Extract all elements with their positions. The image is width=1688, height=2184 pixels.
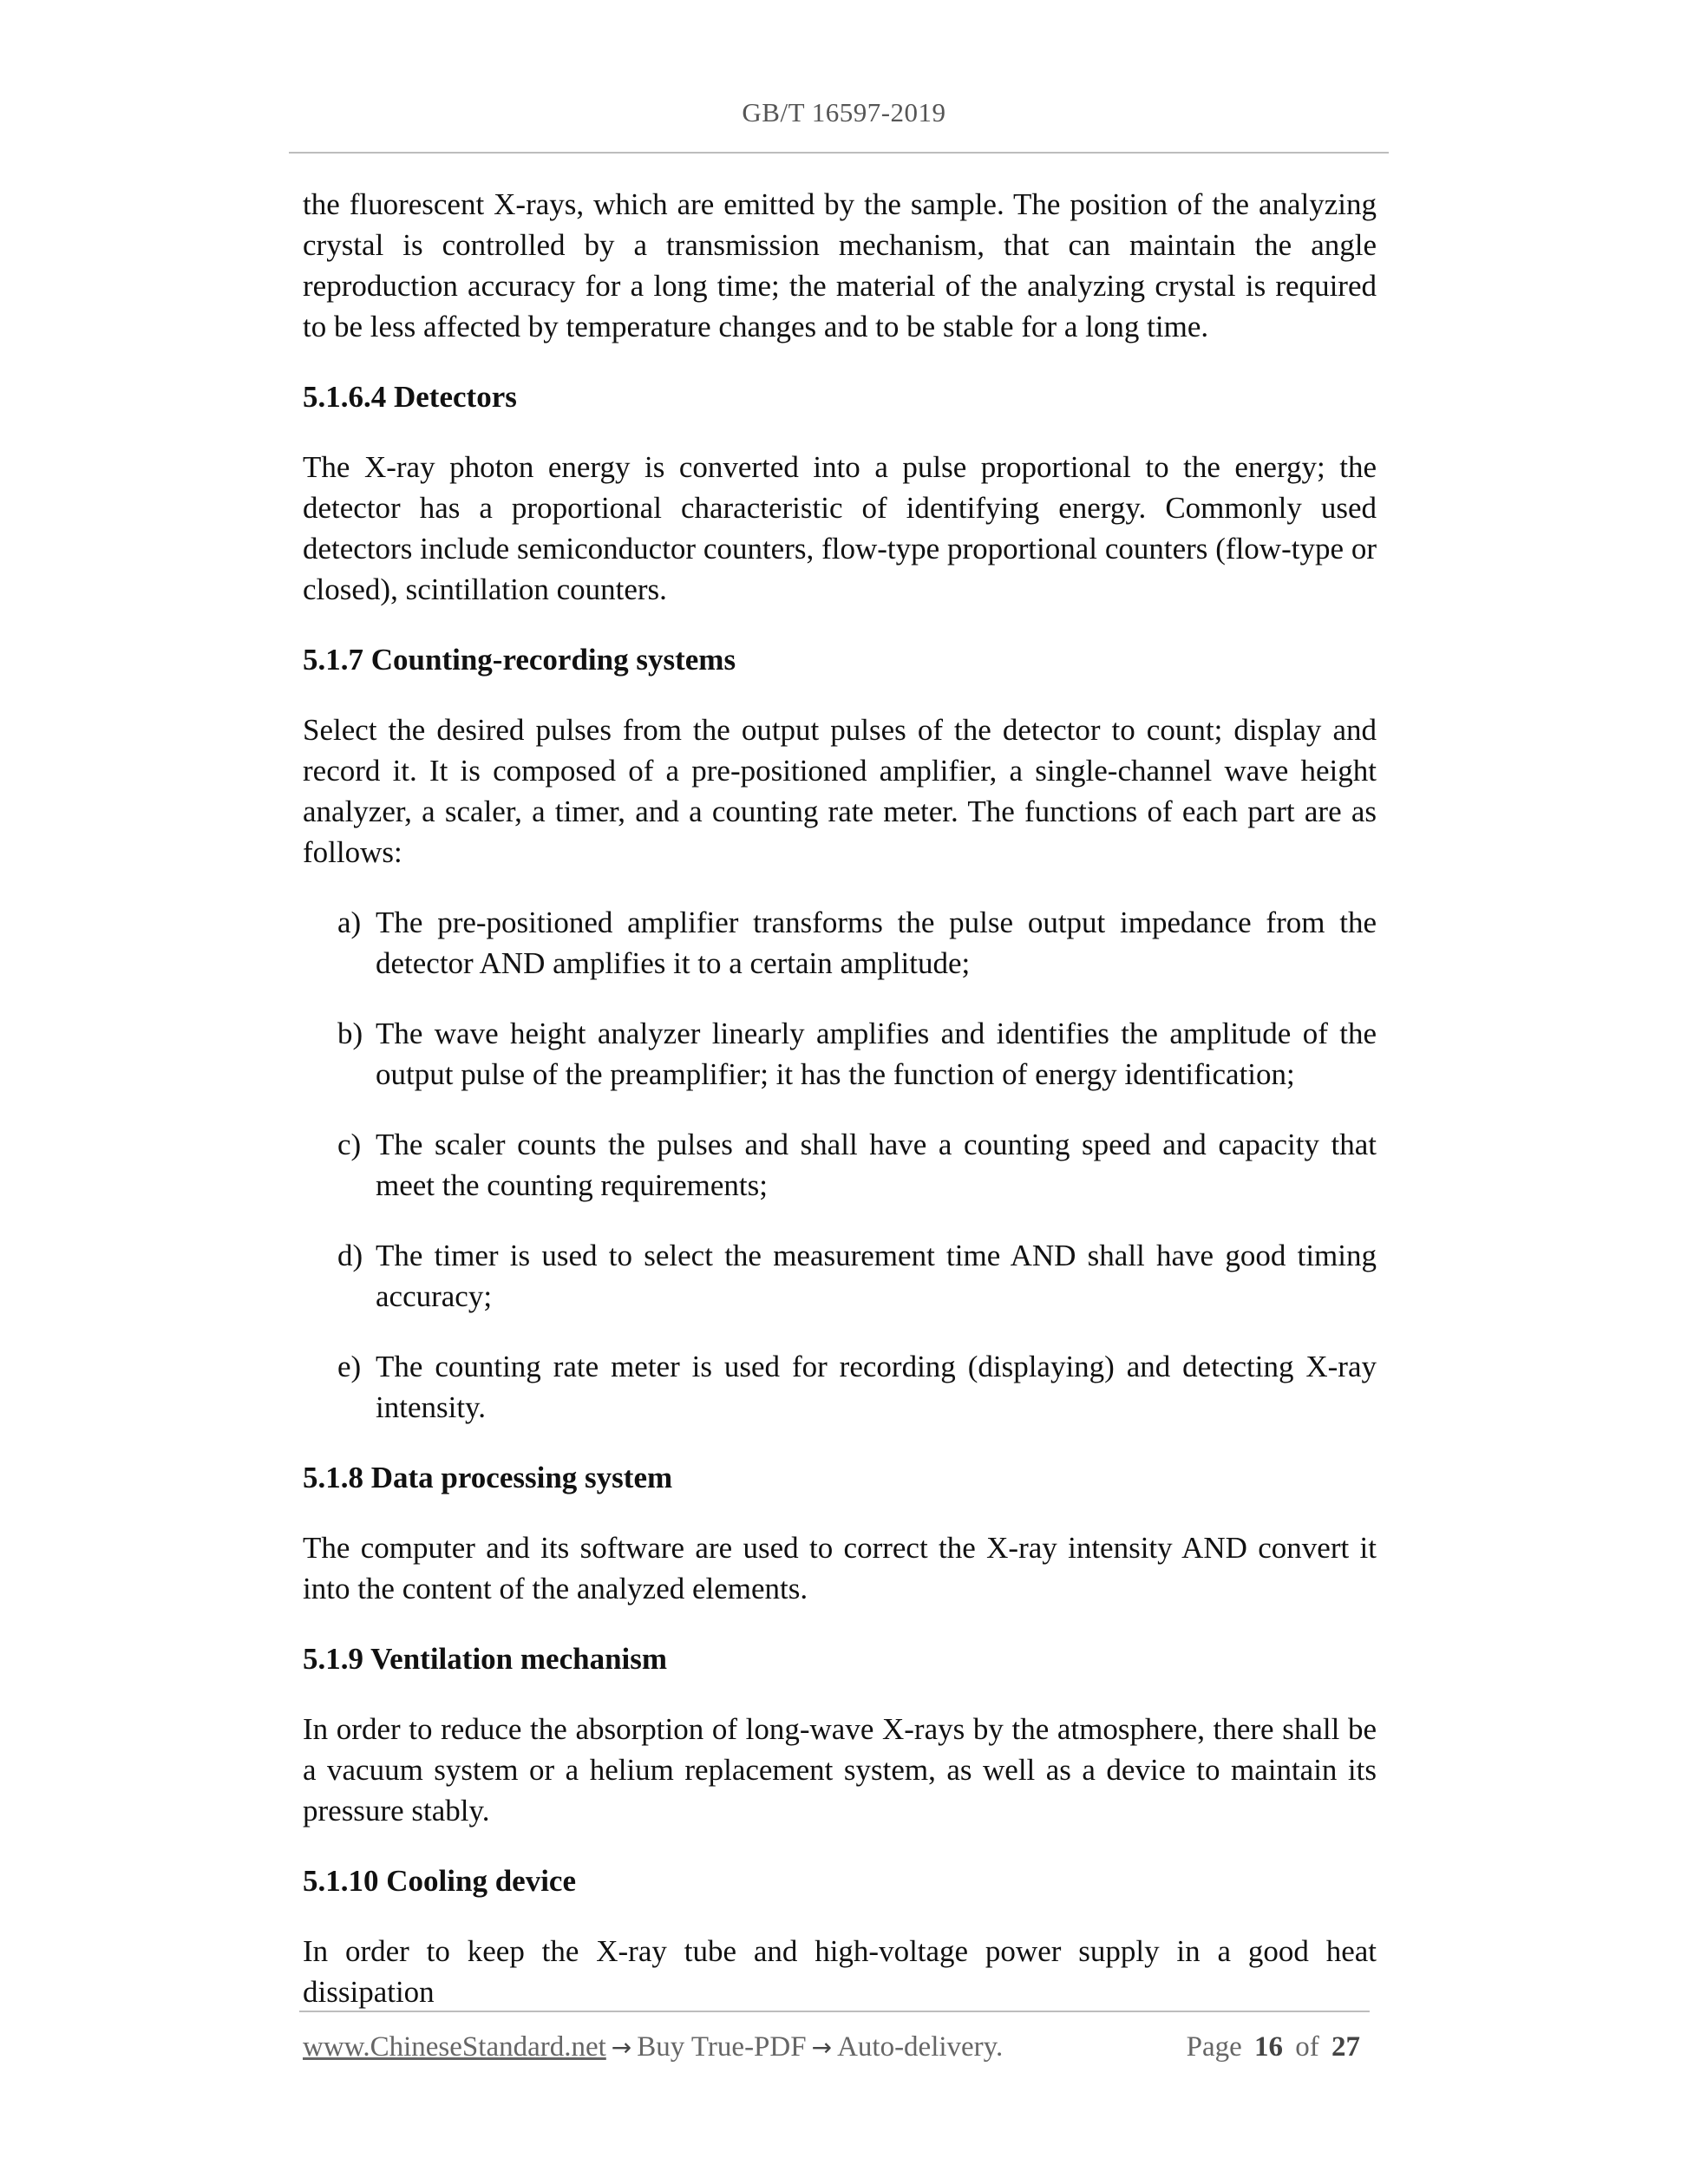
heading-5-1-8: 5.1.8 Data processing system xyxy=(303,1461,673,1494)
page-of-label: of xyxy=(1295,2031,1319,2063)
list-marker: d) xyxy=(337,1239,363,1272)
list-marker: e) xyxy=(337,1350,362,1383)
heading-5-1-9: 5.1.9 Ventilation mechanism xyxy=(303,1642,668,1676)
paragraph-counting-recording: Select the desired pulses from the output pulses of the detector to count; display and record it. It is composed of a pre-positioned amplifier, a single-channel wave height analyzer, a scaler, a timer, and a counting rate meter. The functions of each part are as follows: xyxy=(303,713,1377,869)
list-text: The scaler counts the pulses and shall have a counting speed and capacity that meet the counting requirements; xyxy=(376,1128,1377,1202)
paragraph-data-processing: The computer and its software are used to correct the X-ray intensity AND convert it into the content of the analyzed elements. xyxy=(303,1531,1377,1605)
page-label: Page xyxy=(1186,2031,1242,2063)
list-item-c xyxy=(303,1124,1377,1206)
arrow-right-icon: → xyxy=(611,2033,632,2062)
current-page-number: 16 xyxy=(1254,2031,1283,2063)
paragraph-cooling: In order to keep the X-ray tube and high-voltage power supply in a good heat dissipation xyxy=(303,1934,1377,2009)
header-divider xyxy=(289,152,1389,154)
paragraph-detectors: The X-ray photon energy is converted into a pulse proportional to the energy; the detector has a proportional characteristic of identifying energy. Commonly used detectors include semiconductor counters, flow-type proportional counters (flow-type or closed), scintillation counters. xyxy=(303,450,1377,606)
list-marker: b) xyxy=(337,1017,363,1050)
footer-promo xyxy=(303,2031,1003,2063)
list-text: The pre-positioned amplifier transforms the pulse output impedance from the detector AND amplifies it to a certain amplitude; xyxy=(376,906,1377,980)
list-marker: a) xyxy=(337,906,362,939)
heading-5-1-10: 5.1.10 Cooling device xyxy=(303,1864,576,1898)
page-indicator xyxy=(1187,2031,1365,2063)
document-body xyxy=(303,184,1377,2012)
heading-5-1-7: 5.1.7 Counting-recording systems xyxy=(303,643,736,677)
footer-divider xyxy=(299,2011,1370,2012)
document-id-header: GB/T 16597-2019 xyxy=(742,97,946,128)
paragraph-ventilation: In order to reduce the absorption of long-wave X-rays by the atmosphere, there shall be a vacuum system or a helium replacement system, as well as a device to maintain its pressure stably. xyxy=(303,1712,1377,1828)
list-text: The counting rate meter is used for recording (displaying) and detecting X-ray intensity. xyxy=(376,1350,1377,1424)
website-link[interactable]: www.ChineseStandard.net xyxy=(303,2031,606,2063)
list-text: The timer is used to select the measurement time AND shall have good timing accuracy; xyxy=(376,1239,1377,1313)
buy-pdf-text: Buy True-PDF xyxy=(637,2031,807,2063)
list-item-a xyxy=(303,902,1377,984)
auto-delivery-text: Auto-delivery. xyxy=(837,2031,1004,2063)
heading-5-1-6-4: 5.1.6.4 Detectors xyxy=(303,380,517,414)
list-item-e xyxy=(303,1346,1377,1428)
list-item-d xyxy=(303,1235,1377,1317)
paragraph-intro: the fluorescent X-rays, which are emitted by the sample. The position of the analyzing crystal is controlled by a transmission mechanism, that can maintain the angle reproduction accuracy for a long time; the material of the analyzing crystal is required to be less affected by temperature changes and to be stable for a long time. xyxy=(303,187,1377,343)
list-item-b xyxy=(303,1013,1377,1095)
total-pages-number: 27 xyxy=(1331,2031,1360,2063)
list-text: The wave height analyzer linearly amplifies and identifies the amplitude of the output pulse of the preamplifier; it has the function of energy identification; xyxy=(376,1017,1377,1091)
list-marker: c) xyxy=(337,1128,362,1161)
arrow-right-icon: → xyxy=(811,2033,833,2062)
